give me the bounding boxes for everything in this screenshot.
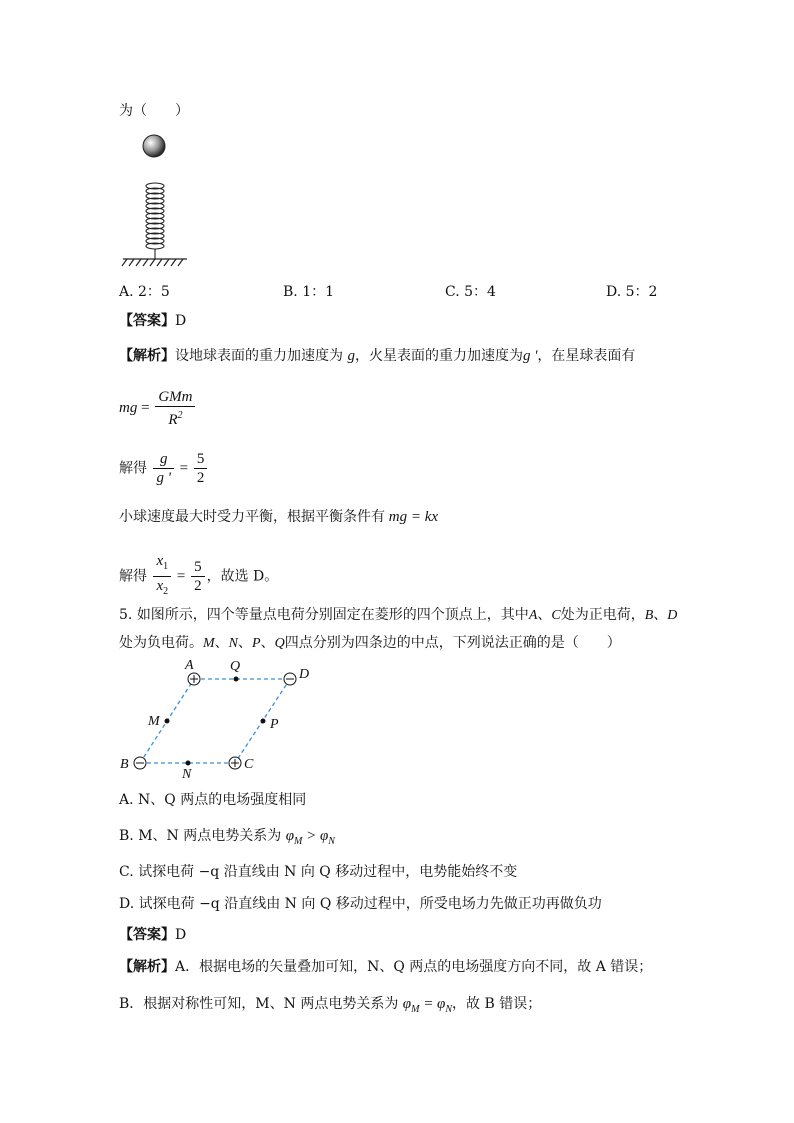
q5-option-b: B. M、N 两点电势关系为 $\varphi_M > \varphi_N$: [119, 828, 335, 847]
label-p: P: [270, 717, 279, 732]
q5-stem-1: 如图所示，四个等量点电荷分别固定在菱形的四个顶点上，其中: [136, 607, 529, 623]
rhombus-edges: [140, 679, 290, 763]
point-m: [165, 719, 170, 724]
analysis-tag: 【解析】: [119, 348, 175, 364]
ground: [122, 259, 187, 266]
q5-option-b-text: B. M、N 两点电势关系为: [119, 828, 282, 844]
option-d: D. 5：2: [606, 284, 658, 300]
charge-b-negative: [134, 757, 146, 769]
point-p: [261, 719, 266, 724]
ball: [143, 135, 165, 157]
q5-stem-2a: 处为负电荷。: [119, 635, 203, 651]
answer-tag: 【答案】: [119, 313, 175, 329]
q5-analysis-b-text: B．根据对称性可知，M、N 两点电势关系为: [119, 996, 399, 1012]
formula-ratio-x: 解得 $\frac{x_1}{x_2}$ = $\frac{5}{2}$ ，故选 D。: [119, 553, 279, 597]
label-q: Q: [230, 659, 241, 674]
q5-analysis-tag: 【解析】: [119, 959, 175, 975]
label-b: B: [120, 757, 129, 772]
q5-number: 5.: [119, 607, 133, 623]
q5-analysis-b: B．根据对称性可知，M、N 两点电势关系为 $\varphi_M = \varphi_N$，故 B 错误；: [119, 996, 542, 1015]
q5-option-c: C. 试探电荷 −q 沿直线由 N 向 Q 移动过程中，电势能始终不变: [119, 864, 518, 880]
analysis-line-1: 【解析】设地球表面的重力加速度为 g，火星表面的重力加速度为g '，在星球表面有: [119, 348, 636, 364]
option-c: C. 5：4: [445, 284, 496, 300]
q5-stem-1b: 处为正电荷，: [560, 607, 645, 623]
q5-analysis-a-text: A．根据电场的矢量叠加可知，N、Q 两点的电场强度方向不同，故 A 错误；: [175, 959, 653, 975]
question-stem-tail: 为（ ）: [119, 103, 189, 119]
final-tail: ，故选 D。: [206, 568, 279, 585]
charge-d-negative: [284, 673, 296, 685]
balance-text: 小球速度最大时受力平衡，根据平衡条件有: [119, 509, 385, 525]
q5-stem-line-1: 5. 如图所示，四个等量点电荷分别固定在菱形的四个顶点上，其中A、C处为正电荷，B、D: [119, 607, 678, 623]
rhombus-charge-diagram: [115, 656, 320, 781]
option-b: B. 1：1: [283, 284, 335, 300]
analysis-text-1c: ，在星球表面有: [537, 348, 636, 364]
q5-stem-2b: 四点分别为四条边的中点，下列说法正确的是（ ）: [284, 635, 621, 651]
spring: [146, 183, 164, 259]
charge-a-positive: [188, 673, 200, 685]
q5-stem-line-2: 处为负电荷。M、N、P、Q四点分别为四条边的中点，下列说法正确的是（ ）: [119, 635, 621, 651]
q5-answer-line: [119, 925, 186, 945]
option-a: A. 2：5: [119, 284, 170, 300]
solve-word-2: 解得: [119, 568, 147, 585]
analysis-text-1b: ，火星表面的重力加速度为: [354, 348, 523, 364]
balance-line: 小球速度最大时受力平衡，根据平衡条件有 mg = kx: [119, 509, 439, 525]
analysis-text-1: 设地球表面的重力加速度为: [175, 348, 343, 364]
answer-value: D: [175, 313, 187, 329]
label-m: M: [148, 714, 160, 729]
formula-ratio-g: 解得 $\frac{g}{g '}$ = $\frac{5}{2}$: [119, 450, 209, 487]
label-a: A: [185, 658, 194, 673]
q5-answer-tag: 【答案】: [119, 927, 175, 943]
q5-analysis-a: [119, 957, 652, 977]
q5-option-a: A. N、Q 两点的电场强度相同: [119, 792, 307, 808]
q5-option-d: D. 试探电荷 −q 沿直线由 N 向 Q 移动过程中，所受电场力先做正功再做负功: [119, 896, 602, 912]
point-q: [234, 677, 239, 682]
point-n: [186, 761, 191, 766]
q5-answer-value: D: [175, 927, 187, 943]
label-c: C: [244, 757, 254, 772]
solve-word-1: 解得: [119, 460, 147, 477]
ball-spring-figure: [115, 128, 195, 268]
label-d: D: [299, 667, 310, 682]
label-n: N: [182, 767, 192, 781]
formula-gravity: mg = $\frac{\text{GMm}}{R^2}$: [119, 388, 197, 429]
charge-c-positive: [229, 757, 241, 769]
answer-line: [119, 311, 186, 331]
q5-analysis-b-post: ，故 B 错误；: [452, 996, 542, 1012]
